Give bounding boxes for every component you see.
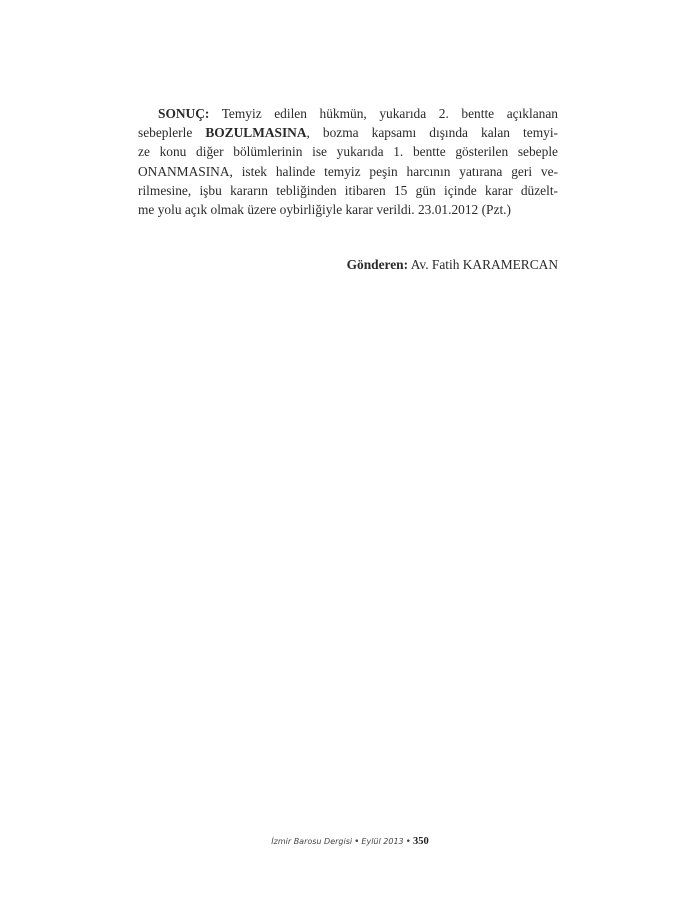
paragraph-line-6: me yolu açık olmak üzere oybirliğiyle karar verildi. 23.01.2012 (Pzt.) xyxy=(138,202,511,218)
decision-label: SONUÇ: xyxy=(158,106,210,121)
decision-text-line-2-pre: sebeplerle xyxy=(138,125,193,141)
journal-name: İzmir Barosu Dergisi xyxy=(271,837,353,846)
sender-line xyxy=(138,255,558,274)
paragraph-line-4: ONANMASINA, istek halinde temyiz peşin harcının yatırana geri ve- xyxy=(138,163,558,179)
footer-bullet: • xyxy=(354,837,360,847)
paragraph-line-1 xyxy=(138,104,558,123)
page-footer xyxy=(0,836,700,847)
issue-date: Eylül 2013 xyxy=(361,837,404,846)
paragraph-line-5: rilmesine, işbu kararın tebliğinden itibaren 15 gün içinde karar düzelt- xyxy=(138,182,558,198)
footer-bullet-2: • xyxy=(405,837,411,847)
sender-name: Av. Fatih KARAMERCAN xyxy=(410,257,558,272)
bozulmasina-emphasis: BOZULMASINA xyxy=(205,125,307,141)
paragraph-line-2 xyxy=(138,123,558,142)
decision-text-line-1: Temyiz edilen hükmün, yukarıda 2. bentte açıklanan xyxy=(221,106,558,121)
sender-label: Gönderen: xyxy=(346,257,409,272)
decision-paragraph xyxy=(138,104,558,219)
decision-text-line-2-post: , bozma kapsamı dışında kalan temyi- xyxy=(306,125,558,141)
paragraph-line-3: ze konu diğer bölümlerinin ise yukarıda 1. bentte gösterilen sebeple xyxy=(138,144,558,160)
page-number: 350 xyxy=(412,836,429,847)
